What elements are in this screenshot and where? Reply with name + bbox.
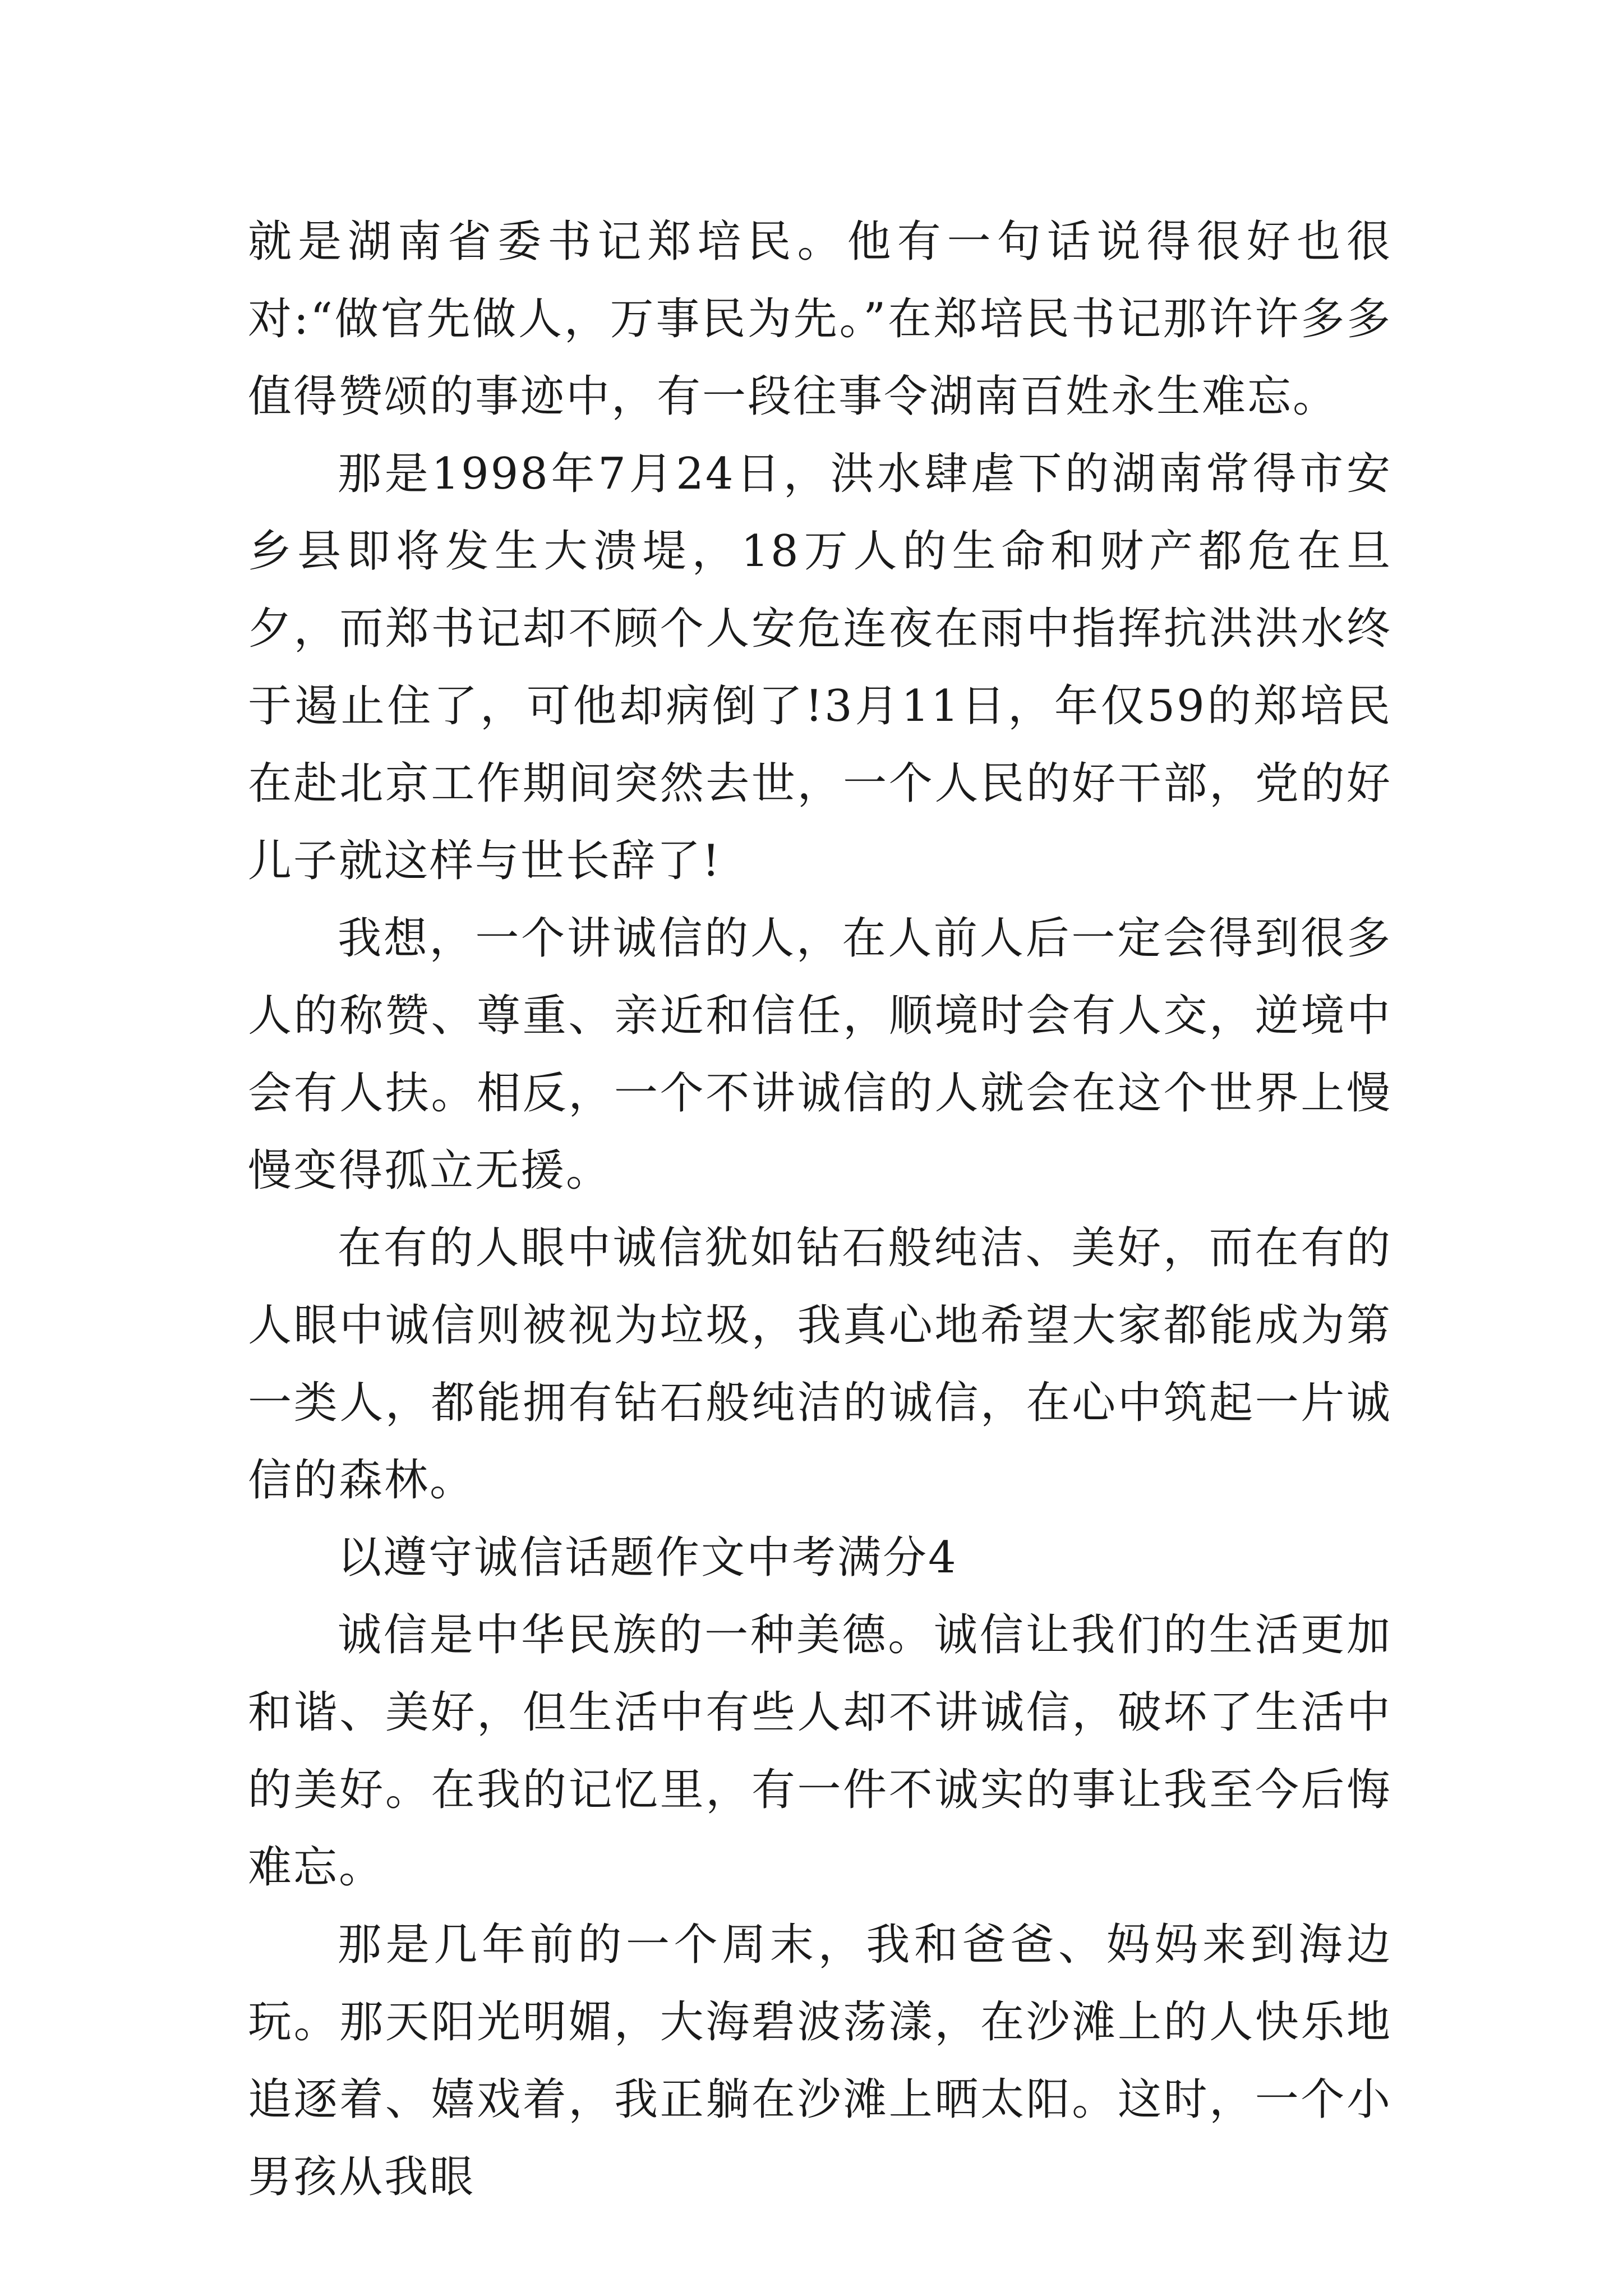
paragraph-flood-story: 那是1998年7月24日，洪水肆虐下的湖南常得市安乡县即将发生大溃堤，18万人的生命和财产都危在旦夕，而郑书记却不顾个人安危连夜在雨中指挥抗洪洪水终于遏止住了，可他却病倒了!3月11日，年仅59的郑培民在赴北京工作期间突然去世，一个人民的好干部，党的好儿子就这样与世长辞了!: [248, 449, 1392, 886]
paragraph-honesty-reflection: 我想，一个讲诚信的人，在人前人后一定会得到很多人的称赞、尊重、亲近和信任，顺境时会有人交，逆境中会有人扶。相反，一个不讲诚信的人就会在这个世界上慢慢变得孤立无援。: [248, 913, 1392, 1196]
paragraph-continuation: 就是湖南省委书记郑培民。他有一句话说得很好也很对:“做官先做人，万事民为先。”在郑培民书记那许许多多值得赞颂的事迹中，有一段往事令湖南百姓永生难忘。: [248, 217, 1392, 422]
paragraph-essay-intro: 诚信是中华民族的一种美德。诚信让我们的生活更加和谐、美好，但生活中有些人却不讲诚信，破坏了生活中的美好。在我的记忆里，有一件不诚实的事让我至今后悔难忘。: [248, 1610, 1392, 1893]
paragraph-honesty-diamond: 在有的人眼中诚信犹如钻石般纯洁、美好，而在有的人眼中诚信则被视为垃圾，我真心地希望大家都能成为第一类人，都能拥有钻石般纯洁的诚信，在心中筑起一片诚信的森林。: [248, 1223, 1392, 1506]
document-body: [248, 203, 1392, 2216]
essay-heading: 以遵守诚信话题作文中考满分4: [338, 1533, 958, 1583]
paragraph-beach-story: 那是几年前的一个周末，我和爸爸、妈妈来到海边玩。那天阳光明媚，大海碧波荡漾，在沙滩上的人快乐地追逐着、嬉戏着，我正躺在沙滩上晒太阳。这时，一个小男孩从我眼: [248, 1920, 1392, 2202]
